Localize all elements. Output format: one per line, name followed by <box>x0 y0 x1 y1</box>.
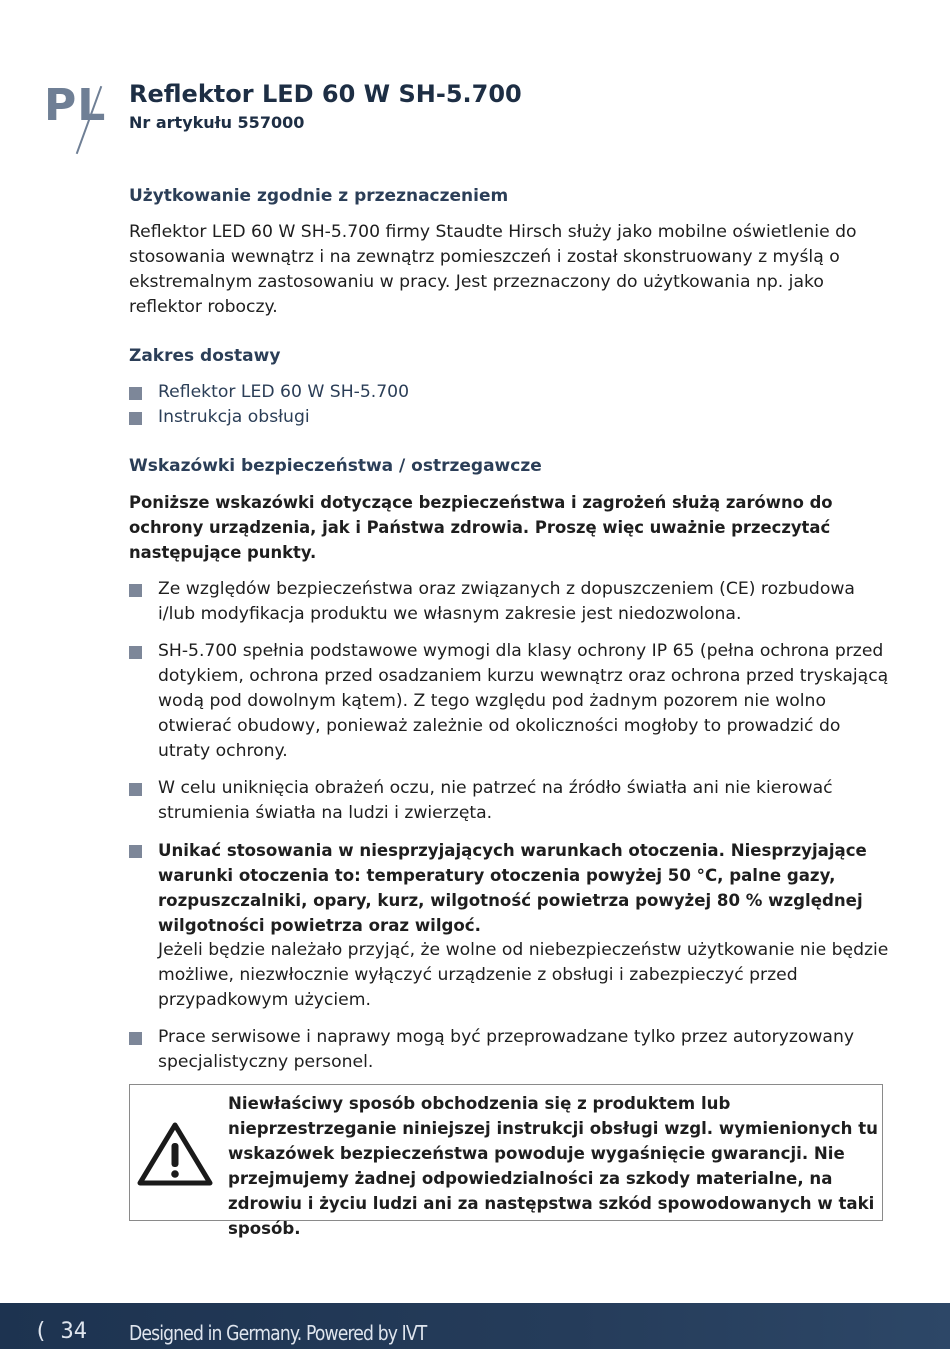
intended-use-text: Reflektor LED 60 W SH-5.700 firmy Staudte Hirsch służy jako mobilne oświetlenie do stosowania wewnątrz i na zewnątrz pomieszczeń i został skonstruowany z myślą o ekstremalnym zastosowaniu w pracy. Jest przeznaczony do użytkowania np. jako reflektor roboczy. <box>129 222 857 317</box>
square-bullet-icon <box>129 387 142 400</box>
list-item-text: Jeżeli będzie należało przyjąć, że wolne od niebezpieczeństw użytkowanie nie będzie możliwe, niezwłocznie wyłączyć urządzenie z obsługi i zabezpieczyć przed przypadkowym użyciem. <box>158 940 889 1010</box>
safety-intro: Poniższe wskazówki dotyczące bezpieczeństwa i zagrożeń służą zarówno do ochrony urządzenia, jak i Państwa zdrowia. Proszę więc uważnie przeczytać następujące punkty. <box>129 493 833 562</box>
safety-list <box>129 577 889 1075</box>
list-item-text: Instrukcja obsługi <box>158 407 310 427</box>
warning-text: Niewłaściwy sposób obchodzenia się z produktem lub nieprzestrzeganie niniejszej instrukcji obsługi wzgl. wymienionych tu wskazówek bezpieczeństwa powoduje wygaśnięcie gwarancji. Nie przejmujemy żadnej odpowiedzialności za szkody materialne, na zdrowiu i życiu ludzi ani za następstwa szkód spowodowanych w taki sposób. <box>228 1094 878 1238</box>
article-number: Nr artykułu 557000 <box>129 113 305 132</box>
list-item <box>129 577 889 627</box>
list-item-text: Reflektor LED 60 W SH-5.700 <box>158 382 410 402</box>
page-number: ( 34 <box>34 1319 87 1344</box>
square-bullet-icon <box>129 412 142 425</box>
list-item-text: Prace serwisowe i naprawy mogą być przeprowadzane tylko przez autoryzowany specjalistyczny personel. <box>158 1027 855 1072</box>
list-item-bold-text: Unikać stosowania w niesprzyjających warunkach otoczenia. Niesprzyjające warunki otoczenia to: temperatury otoczenia powyżej 50 °C, palne gazy, rozpuszczalniki, opary, kurz, wilgotność powietrza powyżej 80 % względnej wilgotności powietrza oraz wilgoć. <box>158 841 867 935</box>
page-title: Reflektor LED 60 W SH-5.700 <box>129 80 522 108</box>
list-item <box>129 639 889 764</box>
footer-tagline: Designed in Germany. Powered by IVT <box>129 1321 427 1345</box>
square-bullet-icon <box>129 584 142 597</box>
safety-heading: Wskazówki bezpieczeństwa / ostrzegawcze <box>129 456 542 476</box>
list-item-text: W celu uniknięcia obrażeń oczu, nie patrzeć na źródło światła ani nie kierować strumienia światła na ludzi i zwierzęta. <box>158 778 833 823</box>
warning-triangle-icon <box>136 1121 214 1187</box>
delivery-heading: Zakres dostawy <box>129 346 281 366</box>
list-item <box>129 380 889 405</box>
warranty-warning-box <box>129 1084 883 1238</box>
delivery-list <box>129 380 889 430</box>
square-bullet-icon <box>129 646 142 659</box>
list-item-text: SH-5.700 spełnia podstawowe wymogi dla klasy ochrony IP 65 (pełna ochrona przed dotykiem, ochrona przed osadzaniem kurzu wewnątrz oraz ochrona przed tryskającą wodą pod dowolnym kątem). Z tego względu pod żadnym pozorem nie wolno otwierać obudowy, ponieważ zależnie od okoliczności mogłoby to prowadzić do utraty ochrony. <box>158 641 889 761</box>
language-code: PL <box>44 80 107 131</box>
list-item-text: Ze względów bezpieczeństwa oraz związanych z dopuszczeniem (CE) rozbudowa i/lub modyfikacja produktu we własnym zakresie jest niedozwolona. <box>158 579 855 624</box>
main-content <box>129 186 889 1087</box>
page-footer <box>0 1303 950 1349</box>
list-item <box>129 405 889 430</box>
list-item <box>129 776 889 826</box>
intended-use-heading: Użytkowanie zgodnie z przeznaczeniem <box>129 186 509 206</box>
square-bullet-icon <box>129 845 142 858</box>
square-bullet-icon <box>129 1032 142 1045</box>
list-item <box>129 1025 889 1075</box>
square-bullet-icon <box>129 783 142 796</box>
list-item <box>129 838 889 1013</box>
